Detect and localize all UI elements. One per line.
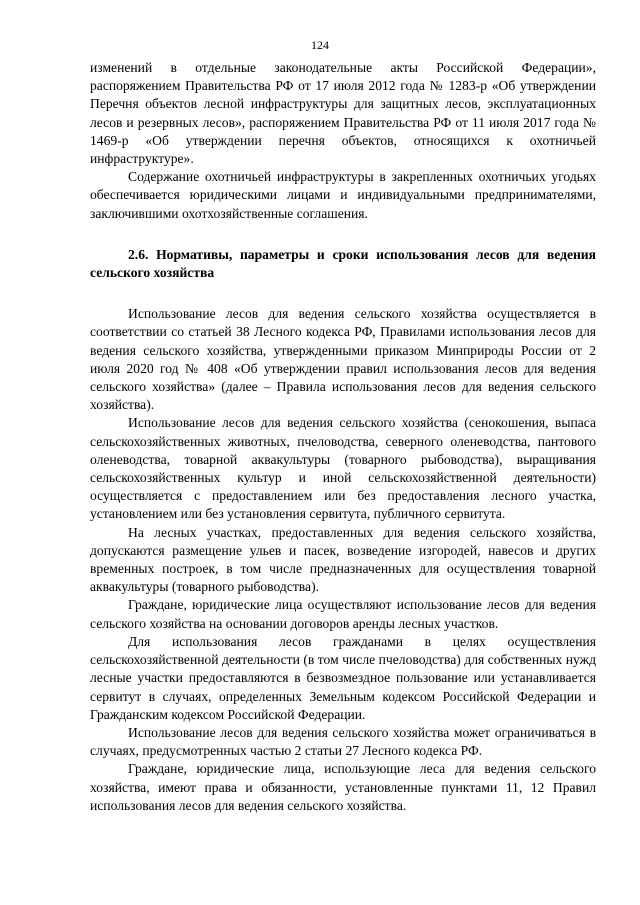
- paragraph-lease-agreements: Граждане, юридические лица осуществляют использование лесов для ведения сельского хозяйства на основании договоров аренды лесных участков.: [90, 597, 596, 631]
- page-content: [90, 59, 596, 815]
- paragraph-citizens-own-needs: Для использования лесов гражданами в целях осуществления сельскохозяйственной деятельности (в том числе пчеловодства) для собственных нужд лесные участки предоставляются в безвозмездное пользование или устанавливается сервитут в случаях, определенных Земельным кодексом Российской Федерации и Гражданским кодексом Российской Федерации.: [90, 633, 596, 722]
- paragraph-hunting-infrastructure: Содержание охотничьей инфраструктуры в закрепленных охотничьих угодьях обеспечивается юридическими лицами и индивидуальными предпринимателями, заключившими охотхозяйственные соглашения.: [90, 169, 596, 221]
- paragraph-permitted-structures: На лесных участках, предоставленных для ведения сельского хозяйства, допускаются размещение ульев и пасек, возведение изгородей, навесов и других временных построек, в том числе предназначенных для осуществления товарной аквакультуры (товарного рыбоводства).: [90, 524, 596, 595]
- paragraph-usage-types: Использование лесов для ведения сельского хозяйства (сенокошения, выпаса сельскохозяйственных животных, пчеловодства, северного оленеводства, пантового оленеводства, товарной аквакультуры (товарного рыбоводства), выращивания сельскохозяйственных культур и иной сельскохозяйственной деятельности) осуществляется с предоставлением или без предоставления лесного участка, установлением или без установления сервитута, публичного сервитута.: [90, 415, 596, 522]
- paragraph-rights-obligations: Граждане, юридические лица, использующие леса для ведения сельского хозяйства, имеют права и обязанности, установленные пунктами 11, 12 Правил использования лесов для ведения сельского хозяйства.: [90, 761, 596, 813]
- paragraph-continuation: изменений в отдельные законодательные акты Российской Федерации», распоряжением Правительства РФ от 17 июля 2012 года № 1283-р «Об утверждении Перечня объектов лесной инфраструктуры для защитных лесов, эксплуатационных лесов и резервных лесов», распоряжением Правительства РФ от 11 июля 2017 года № 1469-р «Об утверждении перечня объектов, относящихся к охотничьей инфраструктуре».: [90, 60, 596, 167]
- paragraph-restrictions: Использование лесов для ведения сельского хозяйства может ограничиваться в случаях, предусмотренных частью 2 статьи 27 Лесного кодекса РФ.: [90, 724, 596, 759]
- section-heading: 2.6. Нормативы, параметры и сроки использования лесов для ведения сельского хозяйства: [90, 246, 596, 281]
- paragraph-legal-basis: Использование лесов для ведения сельского хозяйства осуществляется в соответствии со статьей 38 Лесного кодекса РФ, Правилами использования лесов для ведения сельского хозяйства, утвержденными приказом Минприроды России от 2 июля 2020 год № 408 «Об утверждении правил использования лесов для ведения сельского хозяйства» (далее – Правила использования лесов для ведения сельского хозяйства).: [90, 306, 596, 413]
- page-number: 124: [311, 38, 329, 52]
